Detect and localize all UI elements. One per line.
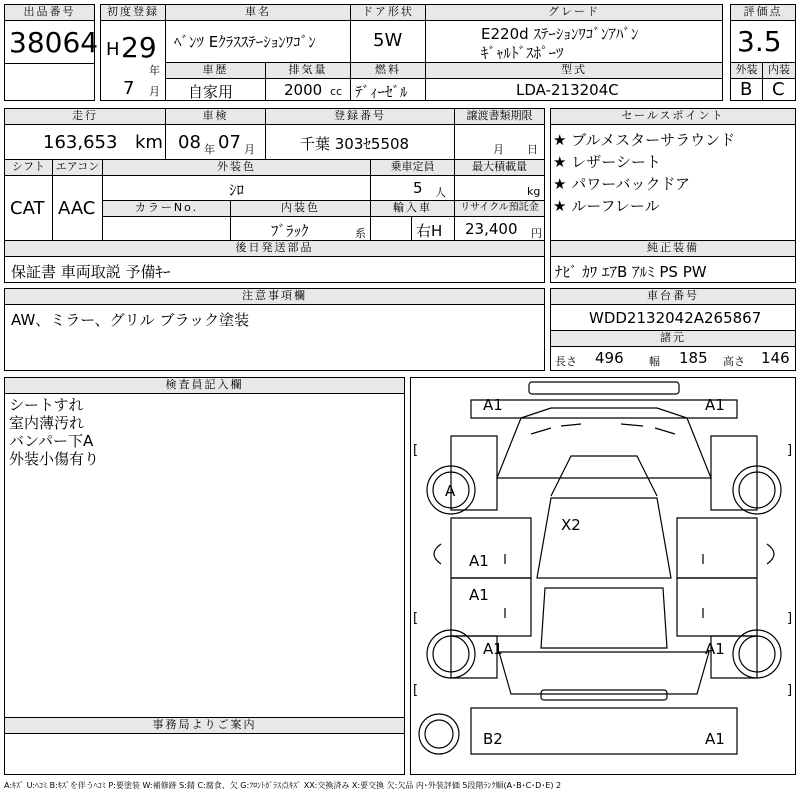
grade-cell bbox=[425, 20, 723, 63]
height-value: 146 bbox=[761, 349, 790, 367]
bracket-left-bottom: [ bbox=[413, 683, 419, 698]
label-bumper-rear-right: A1 bbox=[705, 730, 725, 748]
later-parts-cell bbox=[4, 256, 545, 283]
reg-no-header: 登録番号 bbox=[265, 108, 455, 125]
exterior-header: 外装 bbox=[730, 62, 763, 79]
car-diagram-panel bbox=[410, 377, 796, 775]
car-name-cell bbox=[165, 20, 351, 63]
displacement-value: 2000 bbox=[284, 81, 323, 99]
inspection-month-unit: 月 bbox=[244, 143, 255, 156]
length-label: 長さ bbox=[555, 355, 577, 368]
star-icon: ★ bbox=[553, 197, 567, 215]
interior-grade: C bbox=[772, 79, 785, 100]
inspector-header: 検査員記入欄 bbox=[4, 377, 405, 394]
rear-left-door bbox=[451, 578, 531, 636]
grade-line-2: ｷﾞｬﾙﾄﾞｽﾎﾟｰﾂ bbox=[481, 44, 564, 62]
displacement-header: 排気量 bbox=[265, 62, 351, 79]
capacity-header: 乗車定員 bbox=[370, 159, 455, 176]
rating-cell bbox=[730, 20, 796, 63]
color-no-cell bbox=[102, 216, 231, 241]
fuel-header: 燃料 bbox=[350, 62, 426, 79]
inspection-month: 07 bbox=[218, 132, 241, 153]
inspection-cell bbox=[165, 124, 266, 160]
inspection-year-unit: 年 bbox=[204, 143, 215, 156]
capacity-unit: 人 bbox=[435, 186, 446, 199]
std-equipment-cell bbox=[550, 256, 796, 283]
import-cell bbox=[411, 216, 455, 241]
sales-point-4: ★ ルーフレール bbox=[553, 197, 660, 215]
windshield bbox=[537, 498, 671, 578]
front-bumper-top bbox=[529, 382, 679, 394]
inspector-cell bbox=[4, 393, 405, 718]
inspector-note-1: シートすれ bbox=[9, 396, 84, 414]
rear-bumper-strip bbox=[541, 690, 667, 700]
max-load-header: 最大積載量 bbox=[454, 159, 545, 176]
transfer-due-cell bbox=[454, 124, 545, 160]
later-parts-header: 後日発送部品 bbox=[4, 240, 545, 257]
shift-cell bbox=[4, 175, 53, 241]
std-equipment-value: ﾅﾋﾞ ｶﾜ ｴｱB ｱﾙﾐ PS PW bbox=[555, 263, 707, 281]
sales-point-1: ★ ブルメスターサラウンド bbox=[553, 131, 736, 149]
star-icon: ★ bbox=[553, 175, 567, 193]
recycle-value: 23,400 bbox=[465, 220, 518, 238]
label-roof: X2 bbox=[561, 516, 581, 534]
std-equipment-header: 純正装備 bbox=[550, 240, 796, 257]
rear-bumper bbox=[471, 708, 737, 754]
first-reg-header: 初度登録 bbox=[100, 4, 166, 21]
mileage-value: 163,653 bbox=[43, 132, 118, 153]
star-icon: ★ bbox=[553, 153, 567, 171]
inspector-note-3: バンパー下A bbox=[9, 432, 94, 450]
capacity-cell bbox=[370, 175, 455, 201]
capacity-value: 5 bbox=[413, 179, 423, 197]
int-color-suffix: 系 bbox=[355, 227, 366, 240]
chassis-no: WDD2132042A265867 bbox=[589, 309, 762, 327]
label-rear-right: A1 bbox=[705, 640, 725, 658]
notes-header: 注意事項欄 bbox=[4, 288, 545, 305]
bracket-left-top: [ bbox=[413, 443, 419, 458]
office-cell bbox=[4, 733, 405, 775]
fuel-cell bbox=[350, 78, 426, 101]
label-door-left-front: A1 bbox=[469, 552, 489, 570]
fuel-value: ﾃﾞｨｰｾﾞﾙ bbox=[355, 83, 408, 101]
first-reg-month: 7 bbox=[123, 78, 135, 99]
shift-value: CAT bbox=[10, 198, 45, 219]
label-front-left-fender: A1 bbox=[483, 396, 503, 414]
label-front-right-fender: A1 bbox=[705, 396, 725, 414]
right-mirror bbox=[767, 544, 774, 564]
history-header: 車歴 bbox=[165, 62, 266, 79]
first-reg-year: 29 bbox=[121, 31, 157, 64]
tailgate bbox=[499, 652, 709, 694]
ext-color-header: 外装色 bbox=[102, 159, 371, 176]
car-name-header: 車名 bbox=[165, 4, 351, 21]
door-header: ドア形状 bbox=[350, 4, 426, 21]
transfer-due-header: 譲渡書類期限 bbox=[454, 108, 545, 125]
label-bumper-rear: B2 bbox=[483, 730, 503, 748]
history-cell bbox=[165, 78, 266, 101]
ext-color-value: ｼﾛ bbox=[229, 181, 245, 199]
front-left-door bbox=[451, 518, 531, 578]
rear-right-door bbox=[677, 578, 757, 636]
hood-lines bbox=[531, 424, 675, 434]
int-color-value: ﾌﾞﾗｯｸ bbox=[271, 222, 309, 240]
bracket-right-bottom: ] bbox=[787, 683, 793, 698]
chassis-no-cell bbox=[550, 304, 796, 331]
specs-cell bbox=[550, 346, 796, 371]
lot-number-header: 出品番号 bbox=[4, 4, 95, 21]
model-code: LDA-213204C bbox=[516, 81, 619, 99]
reg-no-cell bbox=[265, 124, 455, 160]
model-code-cell bbox=[425, 78, 723, 101]
displacement-unit: cc bbox=[330, 85, 343, 98]
label-door-left-rear: A1 bbox=[469, 586, 489, 604]
max-load-unit: kg bbox=[527, 185, 541, 198]
history-value: 自家用 bbox=[188, 83, 234, 101]
transfer-month-unit: 月 bbox=[493, 143, 504, 156]
office-header: 事務局よりご案内 bbox=[4, 717, 405, 734]
recycle-header: リサイクル預託金 bbox=[454, 200, 545, 217]
sales-point-2: ★ レザーシート bbox=[553, 153, 661, 171]
label-rear-left: A1 bbox=[483, 640, 503, 658]
inspection-header: 車検 bbox=[165, 108, 266, 125]
max-load-cell bbox=[454, 175, 545, 201]
inspection-year: 08 bbox=[178, 132, 201, 153]
exterior-grade-cell bbox=[730, 78, 763, 101]
sales-point-3: ★ パワーバックドア bbox=[553, 175, 691, 193]
bracket-right-mid: ] bbox=[787, 611, 793, 626]
car-diagram bbox=[411, 378, 797, 776]
import-blank-cell bbox=[370, 216, 412, 241]
int-color-cell bbox=[230, 216, 371, 241]
first-reg-year-unit: 年 bbox=[149, 64, 160, 77]
aircon-cell bbox=[52, 175, 103, 241]
specs-header: 諸元 bbox=[550, 330, 796, 347]
width-label: 幅 bbox=[649, 355, 660, 368]
bracket-left-mid: [ bbox=[413, 611, 419, 626]
interior-header: 内装 bbox=[762, 62, 796, 79]
notes-cell bbox=[4, 304, 545, 371]
rating-header: 評価点 bbox=[730, 4, 796, 21]
left-mirror bbox=[434, 544, 441, 564]
mileage-unit: km bbox=[135, 132, 163, 153]
door-type: 5W bbox=[373, 30, 403, 51]
exterior-grade: B bbox=[740, 79, 753, 100]
import-header: 輸入車 bbox=[370, 200, 455, 217]
first-reg-cell bbox=[100, 20, 166, 101]
first-reg-month-unit: 月 bbox=[149, 85, 160, 98]
displacement-cell bbox=[265, 78, 351, 101]
door-cell bbox=[350, 20, 426, 63]
ext-color-cell bbox=[102, 175, 371, 201]
front-right-door bbox=[677, 518, 757, 578]
reg-no: 千葉 303ｾ5508 bbox=[300, 135, 410, 153]
mileage-cell bbox=[4, 124, 166, 160]
length-value: 496 bbox=[595, 349, 624, 367]
lot-blank-cell bbox=[4, 63, 95, 101]
recycle-cell bbox=[454, 216, 545, 241]
notes-value: AW、ミラー、グリル ブラック塗装 bbox=[11, 311, 250, 329]
recycle-unit: 円 bbox=[531, 227, 542, 240]
color-no-header: カラーNo. bbox=[102, 200, 231, 217]
inspector-note-4: 外装小傷有り bbox=[9, 450, 100, 468]
transfer-day-unit: 日 bbox=[527, 143, 538, 156]
chassis-no-header: 車台番号 bbox=[550, 288, 796, 305]
import-value: 右H bbox=[416, 222, 443, 240]
first-reg-era: H bbox=[106, 39, 120, 60]
sales-points-cell bbox=[550, 124, 796, 241]
grade-header: グレード bbox=[425, 4, 723, 21]
sales-points-header: セールスポイント bbox=[550, 108, 796, 125]
rear-window bbox=[541, 588, 667, 648]
grade-line-1: E220d ｽﾃｰｼｮﾝﾜｺﾞﾝｱﾊﾞﾝ bbox=[481, 25, 639, 43]
label-wheel-front-left: A bbox=[445, 482, 456, 500]
star-icon: ★ bbox=[553, 131, 567, 149]
bracket-right-top: ] bbox=[787, 443, 793, 458]
interior-grade-cell bbox=[762, 78, 796, 101]
front-bumper bbox=[471, 400, 737, 418]
shift-header: シフト bbox=[4, 159, 53, 176]
legend: A:ｷｽﾞ U:ﾍｺﾐ B:ｷｽﾞを伴うﾍｺﾐ P:要塗装 W:補修跡 S:錆 C:腐食、欠 G:ﾌﾛﾝﾄｶﾞﾗｽ点ｷｽﾞ XX:交換済み X:要交換 欠:欠品 内･外装評価 5段階ﾗﾝｸ順(A･B･C･D･E) 2 bbox=[4, 781, 562, 790]
cowl bbox=[551, 456, 657, 496]
width-value: 185 bbox=[679, 349, 708, 367]
aircon-header: エアコン bbox=[52, 159, 103, 176]
aircon-value: AAC bbox=[58, 198, 96, 219]
car-name: ﾍﾞﾝﾂ Eｸﾗｽｽﾃｰｼｮﾝﾜｺﾞﾝ bbox=[174, 33, 316, 51]
mileage-header: 走行 bbox=[4, 108, 166, 125]
lot-number-cell bbox=[4, 20, 99, 64]
int-color-header: 内装色 bbox=[230, 200, 371, 217]
rating-score: 3.5 bbox=[737, 25, 782, 58]
inspector-note-2: 室内薄汚れ bbox=[9, 414, 85, 432]
model-code-header: 型式 bbox=[425, 62, 723, 79]
later-parts-value: 保証書 車両取説 予備ｷｰ bbox=[11, 263, 171, 281]
height-label: 高さ bbox=[723, 355, 745, 368]
lot-number: 38064 bbox=[9, 26, 99, 59]
